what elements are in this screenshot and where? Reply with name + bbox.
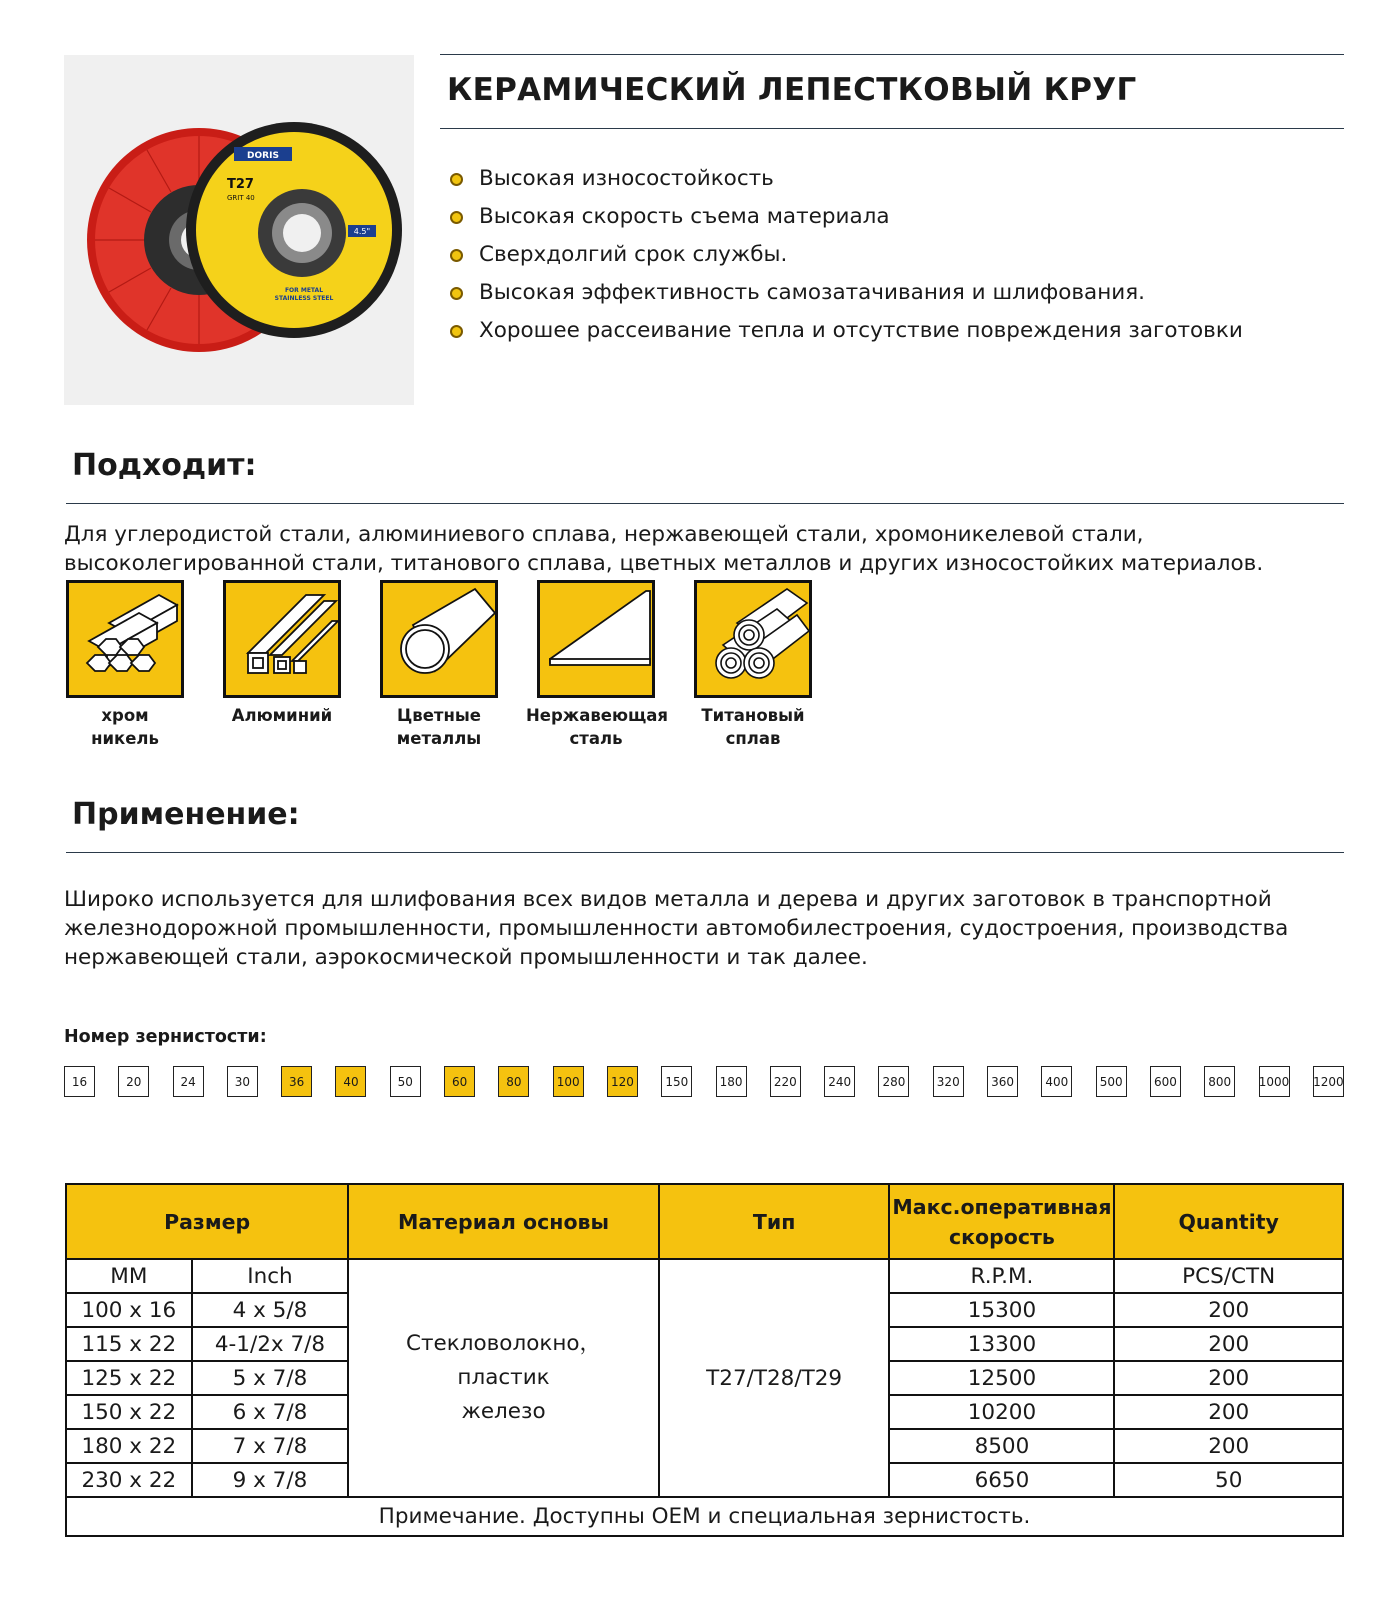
header-quantity: Quantity: [1114, 1184, 1343, 1259]
material-cell: Стекловолокно， пластик железо: [348, 1259, 659, 1497]
spec-table: [65, 1183, 1344, 1537]
material-stainless: Нержавеющая сталь: [526, 580, 666, 750]
grit-box: 1000: [1259, 1066, 1290, 1097]
header-material: Материал основы: [348, 1184, 659, 1259]
material-chrome-nickel: хром никель: [55, 580, 195, 750]
type-cell: T27/T28/T29: [659, 1259, 890, 1497]
grit-box: 180: [716, 1066, 747, 1097]
suitable-rule: [66, 503, 1344, 504]
material-aluminium: Алюминий: [212, 580, 352, 727]
table-row: 125 x 22 5 x 7/8 12500 200: [66, 1361, 1343, 1395]
application-text: Широко используется для шлифования всех видов металла и дерева и других заготовок в транспортной железнодорожной промышленности, промышленности автомобилестроения, судостроения, производства нержавеющей стали, аэрокосмической промышленности и так далее.: [64, 887, 1289, 970]
header-size: Размер: [66, 1184, 348, 1259]
feature-item: Сверхдолгий срок службы.: [447, 236, 1243, 274]
application-rule: [66, 852, 1344, 853]
grit-box: 240: [824, 1066, 855, 1097]
sub-pcs: PCS/CTN: [1114, 1259, 1343, 1293]
material-titanium: Титановый сплав: [683, 580, 823, 750]
bullet-icon: [450, 211, 463, 224]
table-row: 180 x 22 7 x 7/8 8500 200: [66, 1429, 1343, 1463]
header-speed: Макс.оперативная скорость: [889, 1184, 1114, 1259]
table-row: 115 x 22 4-1/2x 7/8 13300 200: [66, 1327, 1343, 1361]
grit-box: 400: [1041, 1066, 1072, 1097]
hex-bars-icon: [66, 580, 184, 698]
grit-heading: Номер зернистости:: [64, 1027, 267, 1047]
grit-box: 50: [390, 1066, 421, 1097]
table-row: 150 x 22 6 x 7/8 10200 200: [66, 1395, 1343, 1429]
bullet-icon: [450, 173, 463, 186]
suitable-heading: Подходит:: [72, 448, 257, 483]
grit-box: 320: [933, 1066, 964, 1097]
grit-box: 120: [607, 1066, 638, 1097]
grit-box: 16: [64, 1066, 95, 1097]
sheet-icon: [537, 580, 655, 698]
flap-disc-illustration: [64, 55, 414, 405]
title-bottom-rule: [440, 128, 1344, 129]
header-type: Тип: [659, 1184, 890, 1259]
grit-box: 1200: [1313, 1066, 1344, 1097]
grit-box: 280: [878, 1066, 909, 1097]
feature-item: Высокая скорость съема материала: [447, 198, 1243, 236]
table-note: Примечание. Доступны OEM и специальная зернистость.: [66, 1497, 1343, 1536]
feature-list: [447, 160, 1243, 350]
sub-inch: Inch: [192, 1259, 349, 1293]
grit-box: 40: [335, 1066, 366, 1097]
product-image: [64, 55, 414, 405]
feature-item: Высокая износостойкость: [447, 160, 1243, 198]
sub-rpm: R.P.M.: [889, 1259, 1114, 1293]
grit-box: 150: [661, 1066, 692, 1097]
grit-box: 30: [227, 1066, 258, 1097]
grit-box: 220: [770, 1066, 801, 1097]
square-tubes-icon: [223, 580, 341, 698]
disc-brand-text: DORIS: [247, 151, 279, 161]
grit-box: 500: [1096, 1066, 1127, 1097]
round-bars-icon: [694, 580, 812, 698]
grit-list: [64, 1066, 1344, 1097]
title-top-rule: [440, 54, 1344, 55]
grit-box: 20: [118, 1066, 149, 1097]
table-subheader-row: [66, 1259, 1343, 1293]
disc-model-text: T27: [227, 177, 254, 192]
disc-size-text: 4.5": [353, 227, 371, 236]
material-nonferrous: Цветные металлы: [369, 580, 509, 750]
table-row: 100 x 16 4 x 5/8 15300 200: [66, 1293, 1343, 1327]
feature-item: Хорошее рассеивание тепла и отсутствие повреждения заготовки: [447, 312, 1243, 350]
disc-grit-text: GRIT 40: [227, 194, 255, 202]
page-title: КЕРАМИЧЕСКИЙ ЛЕПЕСТКОВЫЙ КРУГ: [447, 72, 1137, 108]
grit-box: 80: [498, 1066, 529, 1097]
sub-mm: MM: [66, 1259, 192, 1293]
grit-box: 600: [1150, 1066, 1181, 1097]
table-header-row: [66, 1184, 1343, 1259]
grit-box: 60: [444, 1066, 475, 1097]
bullet-icon: [450, 287, 463, 300]
pipe-icon: [380, 580, 498, 698]
table-row: 230 x 22 9 x 7/8 6650 50: [66, 1463, 1343, 1497]
bullet-icon: [450, 249, 463, 262]
table-note-row: [66, 1497, 1343, 1536]
bullet-icon: [450, 325, 463, 338]
disc-steel-text: STAINLESS STEEL: [274, 295, 334, 302]
grit-box: 36: [281, 1066, 312, 1097]
grit-box: 24: [173, 1066, 204, 1097]
grit-box: 100: [553, 1066, 584, 1097]
application-heading: Применение:: [72, 797, 300, 832]
grit-box: 360: [987, 1066, 1018, 1097]
suitable-text: Для углеродистой стали, алюминиевого сплава, нержавеющей стали, хромоникелевой стали, высоколегированной стали, титанового сплава, цветных металлов и других износостойких материалов.: [64, 522, 1264, 576]
grit-box: 800: [1204, 1066, 1235, 1097]
feature-item: Высокая эффективность самозатачивания и шлифования.: [447, 274, 1243, 312]
disc-metal-text: FOR METAL: [284, 287, 324, 294]
